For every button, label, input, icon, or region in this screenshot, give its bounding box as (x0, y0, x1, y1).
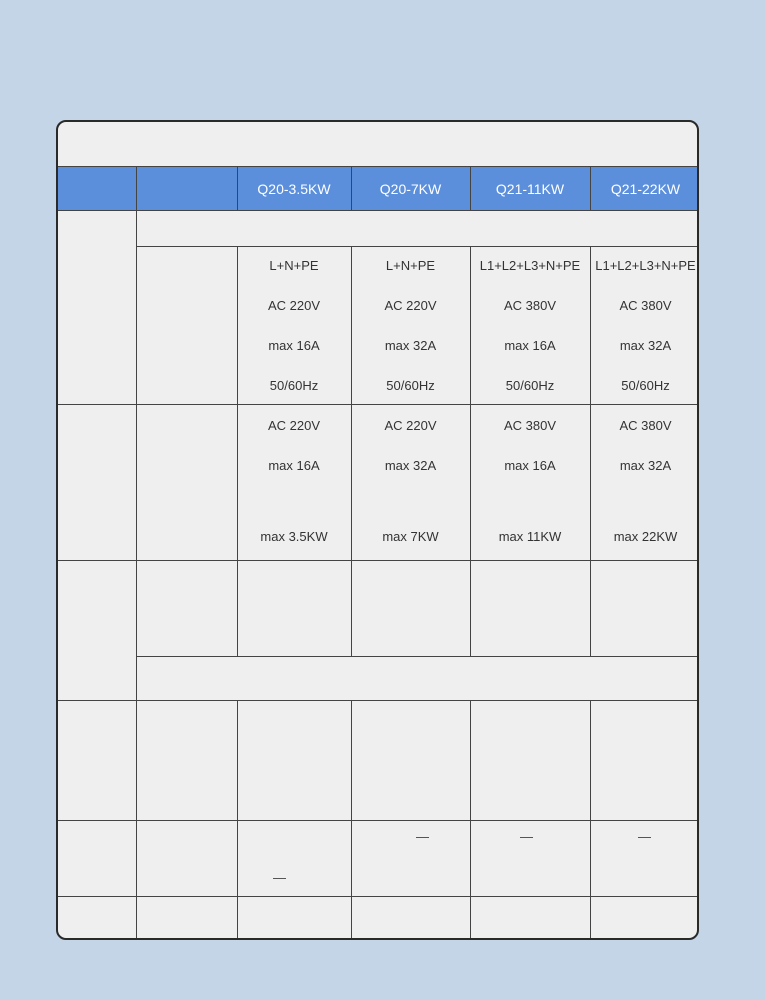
divider-title (58, 166, 699, 167)
output-current-2: max 32A (384, 458, 437, 473)
output-current-1: max 16A (268, 458, 320, 473)
divider-header (58, 210, 699, 211)
output-power-4: max 22KW (613, 529, 678, 544)
divider-section3 (58, 700, 699, 701)
input-wiring-3: L1+L2+L3+N+PE (479, 258, 581, 273)
input-wiring-1: L+N+PE (269, 258, 319, 273)
dash-mark-1 (273, 878, 286, 879)
divider-section3-sub (136, 656, 699, 657)
col-divider-5a (590, 166, 591, 211)
input-current-1: max 16A (268, 338, 320, 353)
input-wiring-2: L+N+PE (385, 258, 436, 273)
input-frequency-2: 50/60Hz (386, 378, 435, 393)
header-cell-blank-1 (58, 167, 136, 211)
header-cell-blank-2 (136, 167, 237, 211)
output-voltage-1: AC 220V (267, 418, 321, 433)
output-voltage-2: AC 220V (384, 418, 437, 433)
col-divider-4c (470, 700, 471, 940)
col-divider-1 (136, 166, 137, 940)
input-wiring-4: L1+L2+L3+N+PE (595, 258, 696, 273)
input-current-2: max 32A (384, 338, 437, 353)
input-voltage-2: AC 220V (384, 298, 437, 313)
divider-input (58, 404, 699, 405)
header-model-2: Q20-7KW (351, 167, 470, 211)
input-frequency-1: 50/60Hz (269, 378, 319, 393)
input-voltage-1: AC 220V (267, 298, 321, 313)
input-current-4: max 32A (619, 338, 672, 353)
spec-table-card (56, 120, 699, 940)
col-divider-2a (237, 166, 238, 211)
dash-mark-4 (638, 837, 651, 838)
divider-section4 (58, 820, 699, 821)
dash-mark-2 (416, 837, 429, 838)
output-voltage-3: AC 380V (503, 418, 557, 433)
dash-mark-3 (520, 837, 533, 838)
col-divider-5c (590, 700, 591, 940)
divider-input-sub (136, 246, 699, 247)
output-current-4: max 32A (619, 458, 672, 473)
input-voltage-3: AC 380V (503, 298, 557, 313)
header-model-3: Q21-11KW (470, 167, 590, 211)
output-voltage-4: AC 380V (619, 418, 672, 433)
divider-output (58, 560, 699, 561)
output-power-3: max 11KW (498, 529, 562, 544)
header-model-1: Q20-3.5KW (237, 167, 351, 211)
input-voltage-4: AC 380V (619, 298, 672, 313)
input-frequency-3: 50/60Hz (505, 378, 555, 393)
divider-section5 (58, 896, 699, 897)
col-divider-3a (351, 166, 352, 211)
header-model-4: Q21-22KW (590, 167, 699, 211)
output-current-3: max 16A (504, 458, 556, 473)
output-power-2: max 7KW (382, 529, 439, 544)
input-current-3: max 16A (504, 338, 556, 353)
output-power-1: max 3.5KW (260, 529, 328, 544)
col-divider-2c (237, 700, 238, 940)
input-frequency-4: 50/60Hz (621, 378, 670, 393)
col-divider-3c (351, 700, 352, 940)
col-divider-4a (470, 166, 471, 211)
